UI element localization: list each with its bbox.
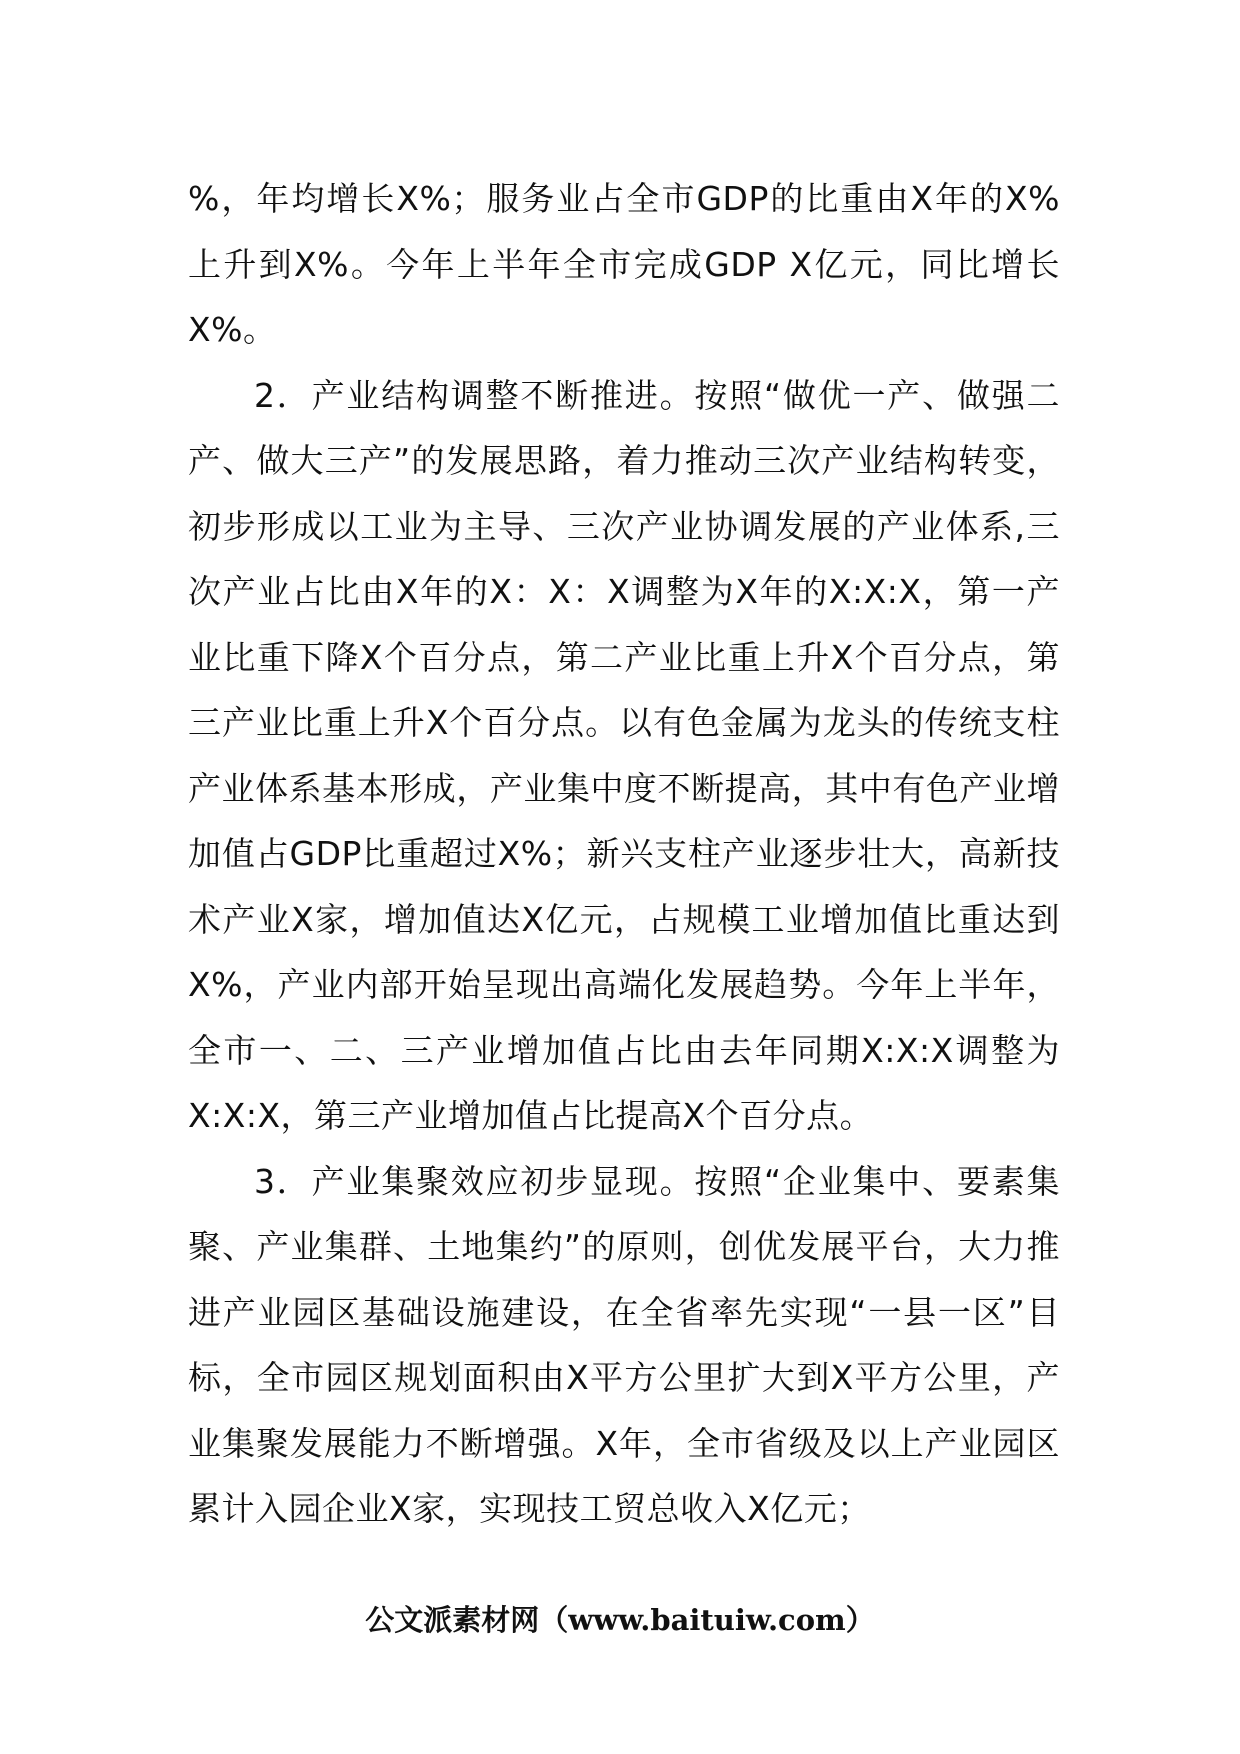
document-body	[188, 166, 1060, 1542]
paragraph-1: %，年均增长X%；服务业占全市GDP的比重由X年的X%上升到X%。今年上半年全市完成GDP X亿元，同比增长X%。	[188, 179, 1060, 349]
footer-watermark: 公文派素材网（www.baituiw.com）	[365, 1603, 875, 1637]
paragraph-2: 2．产业结构调整不断推进。按照“做优一产、做强二产、做大三产”的发展思路，着力推动三次产业结构转变，初步形成以工业为主导、三次产业协调发展的产业体系,三次产业占比由X年的X：X：X调整为X年的X:X:X，第一产业比重下降X个百分点，第二产业比重上升X个百分点，第三产业比重上升X个百分点。以有色金属为龙头的传统支柱产业体系基本形成，产业集中度不断提高，其中有色产业增加值占GDP比重超过X%；新兴支柱产业逐步壮大，高新技术产业X家，增加值达X亿元，占规模工业增加值比重达到X%，产业内部开始呈现出高端化发展趋势。今年上半年，全市一、二、三产业增加值占比由去年同期X:X:X调整为X:X:X，第三产业增加值占比提高X个百分点。	[188, 375, 1060, 1135]
paragraph-3: 3．产业集聚效应初步显现。按照“企业集中、要素集聚、产业集群、土地集约”的原则，创优发展平台，大力推进产业园区基础设施建设，在全省率先实现“一县一区”目标，全市园区规划面积由X平方公里扩大到X平方公里，产业集聚发展能力不断增强。X年，全市省级及以上产业园区累计入园企业X家，实现技工贸总收入X亿元；	[188, 1161, 1060, 1528]
